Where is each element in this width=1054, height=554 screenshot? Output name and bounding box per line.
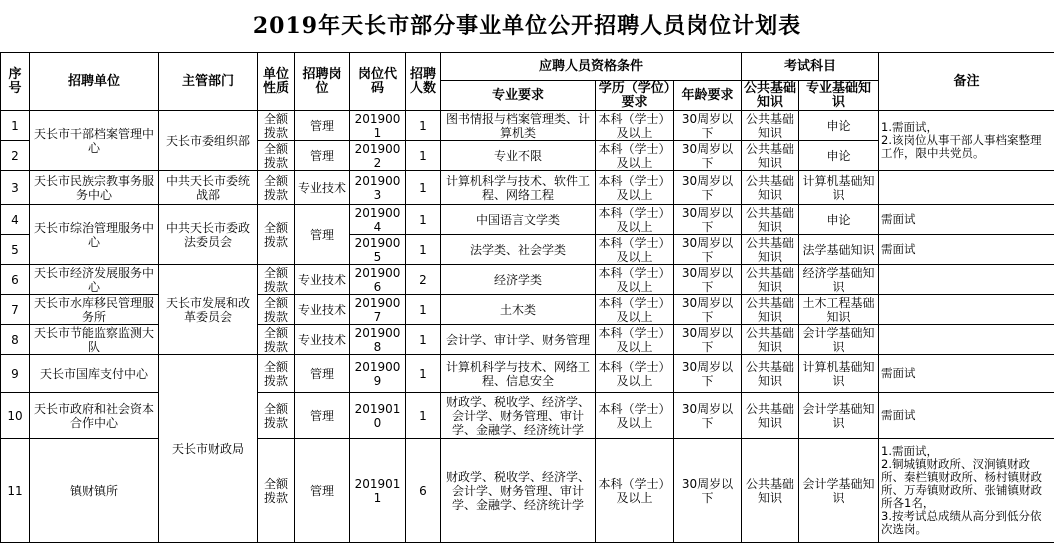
cell-seq: 2 [1, 141, 30, 171]
cell-professional-knowledge: 土木工程基础知识 [799, 295, 879, 325]
cell-professional-knowledge: 申论 [799, 205, 879, 235]
cell-remark [879, 325, 1054, 355]
cell-major: 中国语言文学类 [441, 205, 596, 235]
cell-age: 30周岁以下 [674, 235, 742, 265]
cell-major: 会计学、审计学、财务管理 [441, 325, 596, 355]
cell-nature: 全额拨款 [258, 393, 295, 439]
cell-dept: 中共天长市委统战部 [159, 171, 258, 205]
header-major: 专业要求 [441, 81, 596, 111]
cell-code: 2019004 [350, 205, 406, 235]
cell-public-knowledge: 公共基础知识 [742, 439, 799, 543]
cell-public-knowledge: 公共基础知识 [742, 393, 799, 439]
cell-education: 本科（学士）及以上 [596, 111, 674, 141]
header-code: 岗位代码 [350, 53, 406, 111]
cell-education: 本科（学士）及以上 [596, 141, 674, 171]
cell-remark: 1.需面试， 2.铜城镇财政所、汊涧镇财政所、秦栏镇财政所、杨村镇财政所、万寿镇财政所、张铺镇财政所各1名， 3.按考试总成绩从高分到低分依次选岗。 [879, 439, 1054, 543]
cell-education: 本科（学士）及以上 [596, 295, 674, 325]
cell-unit: 天长市节能监察监测大队 [30, 325, 159, 355]
cell-public-knowledge: 公共基础知识 [742, 111, 799, 141]
cell-education: 本科（学士）及以上 [596, 393, 674, 439]
cell-unit: 镇财镇所 [30, 439, 159, 543]
cell-professional-knowledge: 经济学基础知识 [799, 265, 879, 295]
cell-major: 法学类、社会学类 [441, 235, 596, 265]
header-unit: 招聘单位 [30, 53, 159, 111]
cell-major: 财政学、税收学、经济学、会计学、财务管理、审计学、金融学、经济统计学 [441, 393, 596, 439]
cell-code: 2019005 [350, 235, 406, 265]
cell-count: 6 [406, 439, 441, 543]
cell-major: 计算机科学与技术、网络工程、信息安全 [441, 355, 596, 393]
cell-professional-knowledge: 会计学基础知识 [799, 325, 879, 355]
cell-seq: 3 [1, 171, 30, 205]
cell-count: 1 [406, 205, 441, 235]
cell-code: 2019002 [350, 141, 406, 171]
cell-position: 专业技术 [295, 265, 350, 295]
cell-position: 专业技术 [295, 171, 350, 205]
cell-age: 30周岁以下 [674, 439, 742, 543]
cell-age: 30周岁以下 [674, 325, 742, 355]
cell-code: 2019007 [350, 295, 406, 325]
cell-unit: 天长市国库支付中心 [30, 355, 159, 393]
cell-education: 本科（学士）及以上 [596, 325, 674, 355]
cell-count: 1 [406, 235, 441, 265]
table-row [1, 205, 1054, 235]
cell-major: 图书情报与档案管理类、计算机类 [441, 111, 596, 141]
cell-education: 本科（学士）及以上 [596, 355, 674, 393]
header-position: 招聘岗位 [295, 53, 350, 111]
cell-public-knowledge: 公共基础知识 [742, 265, 799, 295]
cell-position: 管理 [295, 111, 350, 141]
cell-age: 30周岁以下 [674, 141, 742, 171]
cell-education: 本科（学士）及以上 [596, 439, 674, 543]
cell-unit: 天长市经济发展服务中心 [30, 265, 159, 295]
cell-remark: 需面试 [879, 393, 1054, 439]
cell-position: 专业技术 [295, 325, 350, 355]
cell-seq: 10 [1, 393, 30, 439]
cell-remark: 需面试 [879, 205, 1054, 235]
cell-code: 2019003 [350, 171, 406, 205]
cell-public-knowledge: 公共基础知识 [742, 171, 799, 205]
header-dept: 主管部门 [159, 53, 258, 111]
cell-count: 1 [406, 141, 441, 171]
cell-dept: 中共天长市委政法委员会 [159, 205, 258, 265]
cell-count: 2 [406, 265, 441, 295]
table-row [1, 111, 1054, 141]
cell-nature: 全额拨款 [258, 111, 295, 141]
cell-code: 2019010 [350, 393, 406, 439]
cell-remark: 1.需面试， 2.该岗位从事干部人事档案整理工作，限中共党员。 [879, 111, 1054, 171]
cell-public-knowledge: 公共基础知识 [742, 205, 799, 235]
cell-position: 管理 [295, 393, 350, 439]
cell-professional-knowledge: 计算机基础知识 [799, 355, 879, 393]
cell-seq: 4 [1, 205, 30, 235]
cell-education: 本科（学士）及以上 [596, 171, 674, 205]
cell-major: 专业不限 [441, 141, 596, 171]
cell-nature: 全额拨款 [258, 295, 295, 325]
cell-count: 1 [406, 355, 441, 393]
cell-major: 土木类 [441, 295, 596, 325]
cell-seq: 9 [1, 355, 30, 393]
cell-dept: 天长市发展和改革委员会 [159, 265, 258, 355]
cell-nature: 全额拨款 [258, 355, 295, 393]
cell-public-knowledge: 公共基础知识 [742, 141, 799, 171]
header-qualification: 应聘人员资格条件 [441, 53, 742, 81]
cell-major: 经济学类 [441, 265, 596, 295]
cell-position: 管理 [295, 355, 350, 393]
cell-public-knowledge: 公共基础知识 [742, 235, 799, 265]
cell-nature: 全额拨款 [258, 265, 295, 295]
cell-public-knowledge: 公共基础知识 [742, 355, 799, 393]
cell-seq: 5 [1, 235, 30, 265]
cell-remark [879, 171, 1054, 205]
cell-professional-knowledge: 法学基础知识 [799, 235, 879, 265]
header-count: 招聘人数 [406, 53, 441, 111]
cell-age: 30周岁以下 [674, 355, 742, 393]
cell-age: 30周岁以下 [674, 111, 742, 141]
cell-nature: 全额拨款 [258, 141, 295, 171]
cell-dept: 天长市财政局 [159, 355, 258, 543]
cell-remark [879, 265, 1054, 295]
cell-age: 30周岁以下 [674, 393, 742, 439]
cell-nature: 全额拨款 [258, 325, 295, 355]
cell-age: 30周岁以下 [674, 205, 742, 235]
cell-unit: 天长市水库移民管理服务所 [30, 295, 159, 325]
cell-count: 1 [406, 111, 441, 141]
cell-nature: 全额拨款 [258, 439, 295, 543]
cell-nature: 全额拨款 [258, 171, 295, 205]
cell-major: 计算机科学与技术、软件工程、网络工程 [441, 171, 596, 205]
cell-education: 本科（学士）及以上 [596, 235, 674, 265]
cell-seq: 11 [1, 439, 30, 543]
header-professional-knowledge: 专业基础知识 [799, 81, 879, 111]
cell-code: 2019001 [350, 111, 406, 141]
cell-code: 2019009 [350, 355, 406, 393]
cell-professional-knowledge: 申论 [799, 111, 879, 141]
cell-major: 财政学、税收学、经济学、会计学、财务管理、审计学、金融学、经济统计学 [441, 439, 596, 543]
cell-age: 30周岁以下 [674, 265, 742, 295]
header-remark: 备注 [879, 53, 1054, 111]
cell-seq: 7 [1, 295, 30, 325]
cell-remark: 需面试 [879, 235, 1054, 265]
cell-professional-knowledge: 申论 [799, 141, 879, 171]
cell-count: 1 [406, 171, 441, 205]
cell-position: 管理 [295, 439, 350, 543]
cell-seq: 1 [1, 111, 30, 141]
table-row [1, 355, 1054, 393]
cell-age: 30周岁以下 [674, 171, 742, 205]
cell-public-knowledge: 公共基础知识 [742, 325, 799, 355]
cell-seq: 6 [1, 265, 30, 295]
table-row [1, 171, 1054, 205]
cell-professional-knowledge: 会计学基础知识 [799, 439, 879, 543]
cell-professional-knowledge: 计算机基础知识 [799, 171, 879, 205]
cell-nature: 全额拨款 [258, 205, 295, 265]
cell-code: 2019006 [350, 265, 406, 295]
cell-remark: 需面试 [879, 355, 1054, 393]
header-exam: 考试科目 [742, 53, 879, 81]
header-seq: 序号 [1, 53, 30, 111]
cell-education: 本科（学士）及以上 [596, 265, 674, 295]
cell-position: 管理 [295, 141, 350, 171]
cell-professional-knowledge: 会计学基础知识 [799, 393, 879, 439]
cell-unit: 天长市干部档案管理中心 [30, 111, 159, 171]
cell-count: 1 [406, 393, 441, 439]
cell-unit: 天长市政府和社会资本合作中心 [30, 393, 159, 439]
cell-remark [879, 295, 1054, 325]
cell-position: 管理 [295, 205, 350, 265]
recruitment-table [0, 52, 1054, 543]
cell-position: 专业技术 [295, 295, 350, 325]
table-row [1, 265, 1054, 295]
cell-code: 2019011 [350, 439, 406, 543]
cell-count: 1 [406, 325, 441, 355]
header-age: 年龄要求 [674, 81, 742, 111]
cell-count: 1 [406, 295, 441, 325]
cell-dept: 天长市委组织部 [159, 111, 258, 171]
cell-age: 30周岁以下 [674, 295, 742, 325]
page-title: 2019年天长市部分事业单位公开招聘人员岗位计划表 [252, 13, 802, 39]
cell-unit: 天长市民族宗教事务服务中心 [30, 171, 159, 205]
header-nature: 单位性质 [258, 53, 295, 111]
header-education: 学历（学位）要求 [596, 81, 674, 111]
header-public-knowledge: 公共基础知识 [742, 81, 799, 111]
cell-code: 2019008 [350, 325, 406, 355]
cell-seq: 8 [1, 325, 30, 355]
cell-public-knowledge: 公共基础知识 [742, 295, 799, 325]
cell-unit: 天长市综治管理服务中心 [30, 205, 159, 265]
cell-education: 本科（学士）及以上 [596, 205, 674, 235]
